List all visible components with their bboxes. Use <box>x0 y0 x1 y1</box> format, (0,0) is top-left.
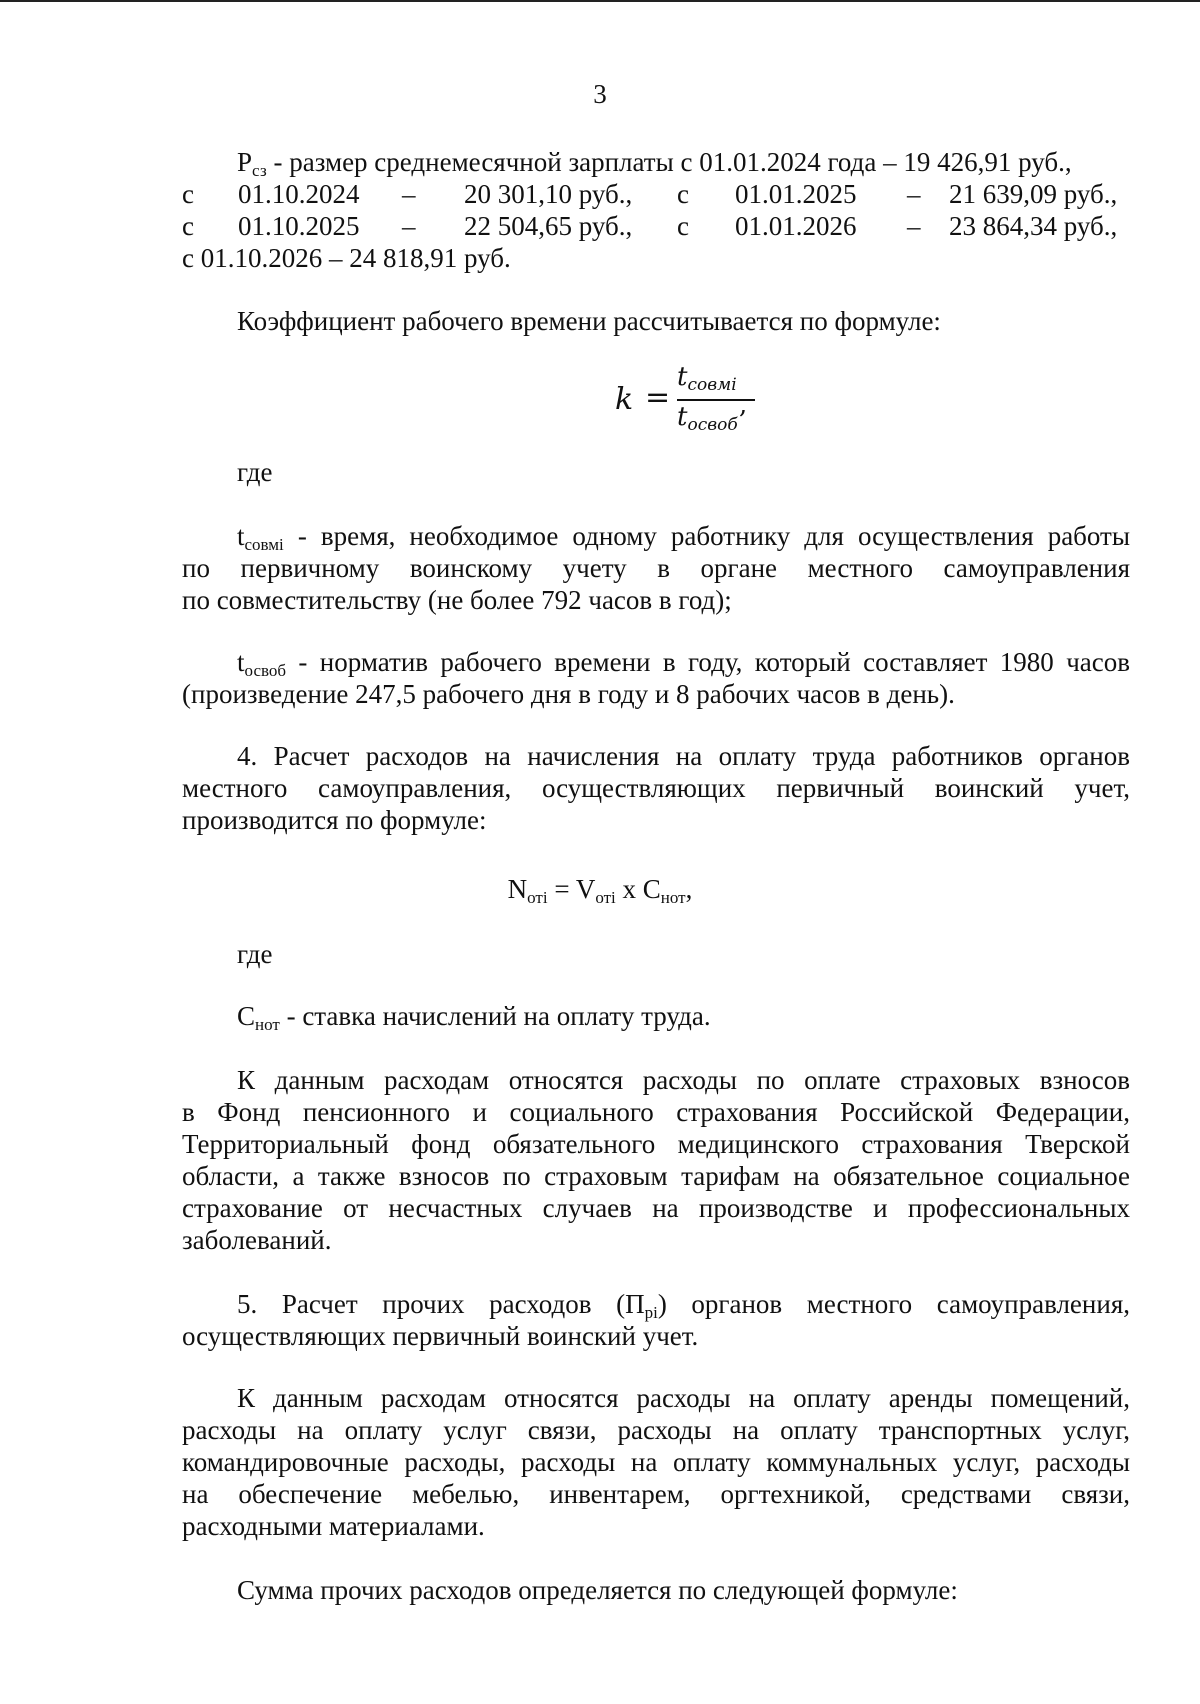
item4-line3: производится по формуле: <box>182 805 487 835</box>
def-tsovm-line1: $t_{совмi}$ - время, необходимое одному работнику для осуществления работы <box>237 521 1130 554</box>
scan-edge <box>0 0 1200 8</box>
salary-last-line: с 01.10.2026 – 24 818,91 руб. <box>182 243 511 273</box>
other-line4: на обеспечение мебелью, инвентарем, оргтехникой, средствами связи, <box>182 1479 1130 1509</box>
item5-line1: 5. Расчет прочих расходов $(П_{рi})$ органов местного самоуправления, <box>237 1289 1130 1322</box>
page-number: 3 <box>593 79 607 109</box>
item5-line2: осуществляющих первичный воинский учет. <box>182 1321 699 1351</box>
formula-k-denominator: $t_{освоб}$ <box>677 402 738 435</box>
formula-k-comma: , <box>739 390 748 420</box>
insurance-line3: Территориальный фонд обязательного медицинского страхования Тверской <box>182 1129 1130 1159</box>
salary-first-line: $Р_{сз}$ - размер среднемесячной зарплаты с 01.01.2024 года – 19 426,91 руб., <box>237 147 1072 180</box>
coef-intro: Коэффициент рабочего времени рассчитывается по формуле: <box>237 306 941 336</box>
other-line3: командировочные расходы, расходы на оплату коммунальных услуг, расходы <box>182 1447 1130 1477</box>
item4-line1: 4. Расчет расходов на начисления на оплату труда работников органов <box>237 741 1130 771</box>
other-line2: расходы на оплату услуг связи, расходы на оплату транспортных услуг, <box>182 1415 1130 1445</box>
def-cnot: $С_{нот}$ - ставка начислений на оплату труда. <box>237 1001 711 1034</box>
salary-row-1: с 01.10.2024 – 20 301,10 руб., с 01.01.2025 – 21 639,09 руб., <box>182 179 1118 209</box>
formula-k-numerator: $t_{совмi}$ <box>677 362 737 395</box>
insurance-line2: в Фонд пенсионного и социального страхования Российской Федерации, <box>182 1097 1130 1127</box>
formula-k <box>615 362 755 438</box>
item4-line2: местного самоуправления, осуществляющих первичный воинский учет, <box>182 773 1130 803</box>
salary-row-2: с 01.10.2025 – 22 504,65 руб., с 01.01.2026 – 23 864,34 руб., <box>182 211 1118 241</box>
insurance-line4: области, а также взносов по страховым тарифам на обязательное социальное <box>182 1161 1130 1191</box>
def-tsovm-line3: по совместительству (не более 792 часов в год); <box>182 585 732 615</box>
where-2: где <box>237 939 273 969</box>
insurance-line1: К данным расходам относятся расходы по оплате страховых взносов <box>237 1065 1130 1095</box>
insurance-line5: страхование от несчастных случаев на производстве и профессиональных <box>182 1193 1130 1223</box>
formula-k-eq: = <box>645 380 671 415</box>
formula-n: $N_{отi} = V_{отi}$ x $С_{нот}$, <box>507 874 693 907</box>
formula-k-lhs: k <box>615 382 634 417</box>
sum-intro: Сумма прочих расходов определяется по следующей формуле: <box>237 1575 958 1605</box>
def-tosvob-line2: (произведение 247,5 рабочего дня в году и 8 рабочих часов в день). <box>182 679 955 709</box>
other-line1: К данным расходам относятся расходы на оплату аренды помещений, <box>237 1383 1130 1413</box>
insurance-line6: заболеваний. <box>182 1225 332 1255</box>
other-line5: расходными материалами. <box>182 1511 485 1541</box>
where-1: где <box>237 457 273 487</box>
def-tosvob-line1: $t_{освоб}$ - норматив рабочего времени в году, который составляет 1980 часов <box>237 647 1130 680</box>
def-tsovm-line2: по первичному воинскому учету в органе местного самоуправления <box>182 553 1130 583</box>
